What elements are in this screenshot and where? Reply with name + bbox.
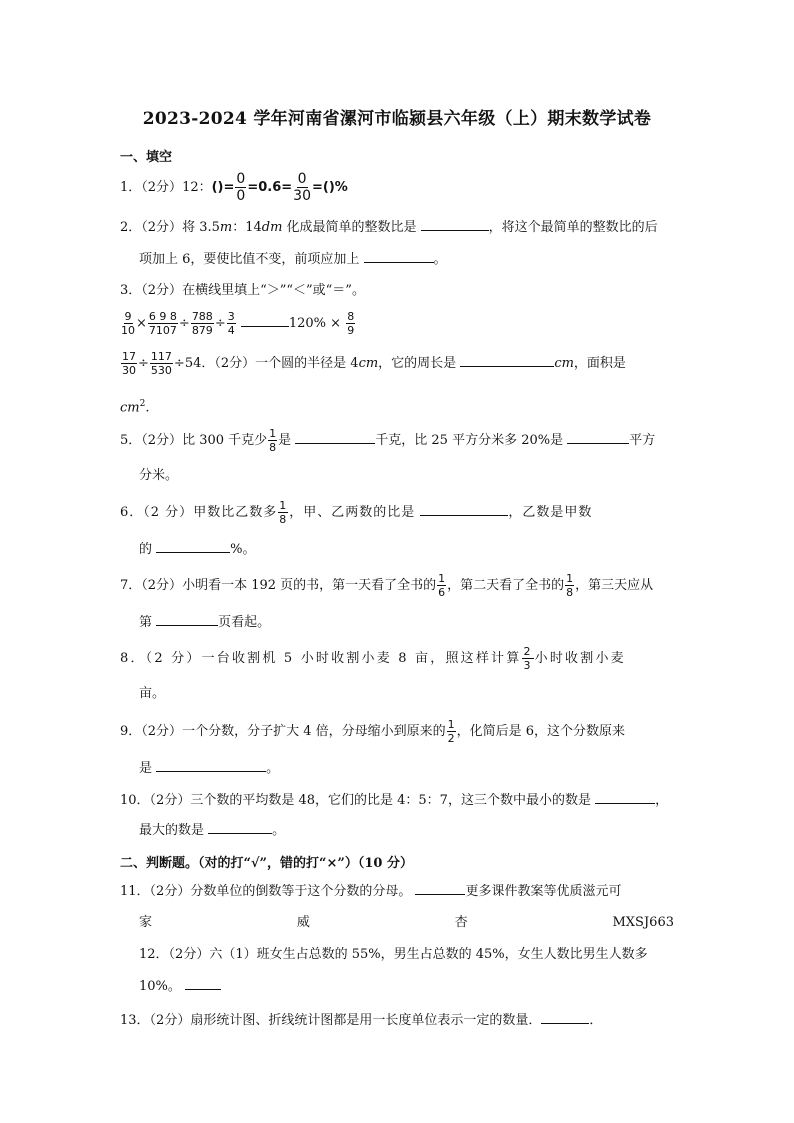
question-8-line-2: 亩。	[139, 686, 166, 701]
question-4-line-2: $cm^2$.	[120, 399, 150, 416]
question-10-line-2: 最大的数是 。	[139, 819, 674, 841]
question-3-and-4: $\frac{17}{30}$ ÷ $\frac{117}{530}$ ÷54．（2分）一个圆的半径是 4cm，它的周长是 cm，面积是	[122, 350, 626, 377]
question-10: 10．（2分）三个数的平均数是 48，它们的比是 4：5：7，这三个数中最小的数是 ，	[120, 789, 674, 811]
question-6-line-2: 的 %。	[139, 538, 674, 560]
question-6: 6．（2 分）甲数比乙数多 $\frac{1}{8}$ ，甲、乙两数的比是 ，乙数是甲数	[120, 499, 593, 526]
fraction: $\frac{0}{30}$	[293, 171, 311, 204]
answer-blank[interactable]	[295, 429, 375, 444]
answer-blank[interactable]	[156, 611, 218, 626]
question-2-line-2: 项加上 6，要使比值不变，前项应加上 。	[139, 248, 674, 270]
question-13: 13．（2分）扇形统计图、折线统计图都是用一长度单位表示一定的数量． ．	[120, 1009, 674, 1031]
answer-blank[interactable]	[241, 312, 289, 327]
question-2: 2．（2分）将 3.5m：14dm 化成最简单的整数比是 ，将这个最简单的整数比的后	[120, 216, 674, 238]
question-9: 9．（2分）一个分数，分子扩大 4 倍，分母缩小到原来的 $\frac{1}{2}$ ，化简后是 6，这个分数原来	[120, 718, 626, 745]
answer-blank[interactable]	[156, 538, 230, 553]
question-7-line-2: 第 页看起。	[139, 611, 674, 633]
question-8: 8．（2 分）一台收割机 5 小时收割小麦 8 亩，照这样计算 $\frac{2}{3}$ 小时收割小麦	[120, 645, 626, 672]
answer-blank[interactable]	[156, 757, 266, 772]
question-12: 12．（2分）六（1）班女生占总数的 55%，男生占总数的 45%，女生人数比男生人数多	[139, 947, 648, 962]
question-7: 7．（2分）小明看一本 192 页的书，第一天看了全书的 $\frac{1}{6}$ ，第二天看了全书的 $\frac{1}{8}$ ，第三天应从	[120, 572, 654, 599]
answer-blank[interactable]	[185, 975, 221, 990]
answer-blank[interactable]	[208, 819, 272, 834]
answer-blank[interactable]	[567, 429, 629, 444]
section-fill-blank-heading: 一、填空	[120, 150, 173, 165]
answer-blank[interactable]	[364, 248, 434, 263]
answer-blank[interactable]	[421, 216, 489, 231]
answer-blank[interactable]	[460, 352, 554, 367]
question-1: 1．（2分）12：()= $\frac{0}{0}$ =0.6= $\frac{0}{30}$ =()%	[120, 171, 348, 204]
answer-blank[interactable]	[420, 501, 508, 516]
page-title: 2023-2024 学年河南省漯河市临颍县六年级（上）期末数学试卷	[142, 109, 652, 129]
section-judgement-heading: 二、判断题。（对的打“√”，错的打“×”）（10 分）	[120, 856, 413, 871]
question-3: 3．（2分）在横线里填上“＞”“＜”或“＝”。	[120, 283, 365, 298]
answer-blank[interactable]	[595, 789, 655, 804]
answer-blank[interactable]	[415, 880, 465, 895]
question-11: 11．（2分）分数单位的倒数等于这个分数的分母。 更多课件教案等优质滋元可	[120, 880, 674, 902]
question-3-expression: $\frac{9}{10}$ × $\frac{6 9 8}{7107}$ ÷ $\frac{788}{879}$ ÷ $\frac{3}{4}$ 120% × $\frac{8}{9}$	[121, 310, 355, 337]
answer-blank[interactable]	[541, 1009, 589, 1024]
question-9-line-2: 是 。	[139, 757, 674, 779]
question-12-line-2: 10%。	[139, 975, 674, 997]
fraction: $\frac{0}{0}$	[236, 171, 246, 204]
question-5-line-2: 分米。	[139, 468, 179, 483]
question-5: 5．（2分）比 300 千克少 $\frac{1}{8}$ 是 千克，比 25 平方分米多 20%是 平方	[120, 427, 656, 454]
question-11-line-2: 家 威 杏 MXSJ663	[139, 915, 674, 930]
